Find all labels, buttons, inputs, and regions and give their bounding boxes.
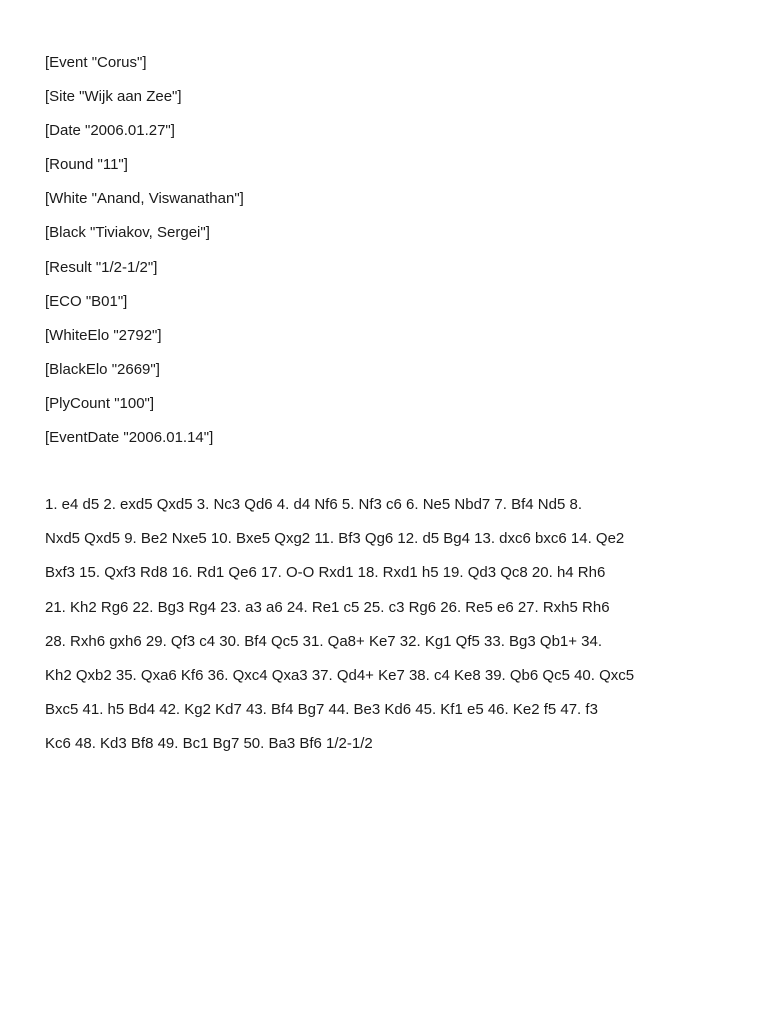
movetext-line: Nxd5 Qxd5 9. Be2 Nxe5 10. Bxe5 Qxg2 11. Bf3 Qg6 12. d5 Bg4 13. dxc6 bxc6 14. Qe2 [45,530,625,548]
pgn-tag-black-elo: [BlackElo "2669"] [45,360,160,378]
pgn-tag-event-date: [EventDate "2006.01.14"] [45,429,214,447]
pgn-tag-date: [Date "2006.01.27"] [45,122,175,140]
movetext-line: Bxf3 15. Qxf3 Rd8 16. Rd1 Qe6 17. O-O Rxd1 18. Rxd1 h5 19. Qd3 Qc8 20. h4 Rh6 [45,564,606,582]
pgn-tag-black: [Black "Tiviakov, Sergei"] [45,224,210,242]
pgn-tag-eco: [ECO "B01"] [45,292,128,310]
pgn-tag-white-elo: [WhiteElo "2792"] [45,326,162,344]
movetext-line: 28. Rxh6 gxh6 29. Qf3 c4 30. Bf4 Qc5 31. Qa8+ Ke7 32. Kg1 Qf5 33. Bg3 Qb1+ 34. [45,632,603,650]
pgn-tag-result: [Result "1/2-1/2"] [45,258,158,276]
movetext-line: 21. Kh2 Rg6 22. Bg3 Rg4 23. a3 a6 24. Re1 c5 25. c3 Rg6 26. Re5 e6 27. Rxh5 Rh6 [45,598,610,616]
movetext-line: Kh2 Qxb2 35. Qxa6 Kf6 36. Qxc4 Qxa3 37. Qd4+ Ke7 38. c4 Ke8 39. Qb6 Qc5 40. Qxc5 [45,666,635,684]
pgn-tag-ply-count: [PlyCount "100"] [45,394,155,412]
movetext-line: Bxc5 41. h5 Bd4 42. Kg2 Kd7 43. Bf4 Bg7 44. Be3 Kd6 45. Kf1 e5 46. Ke2 f5 47. f3 [45,701,598,719]
movetext-line: Kc6 48. Kd3 Bf8 49. Bc1 Bg7 50. Ba3 Bf6 1/2-1/2 [45,735,373,753]
pgn-tag-round: [Round "11"] [45,156,128,174]
pgn-tag-site: [Site "Wijk aan Zee"] [45,88,182,106]
pgn-tag-event: [Event "Corus"] [45,54,147,71]
pgn-movetext [45,488,725,762]
movetext-line: 1. e4 d5 2. exd5 Qxd5 3. Nc3 Qd6 4. d4 Nf6 5. Nf3 c6 6. Ne5 Nbd7 7. Bf4 Nd5 8. [45,496,582,513]
pgn-headers [45,46,725,455]
pgn-tag-white: [White "Anand, Viswanathan"] [45,190,244,208]
